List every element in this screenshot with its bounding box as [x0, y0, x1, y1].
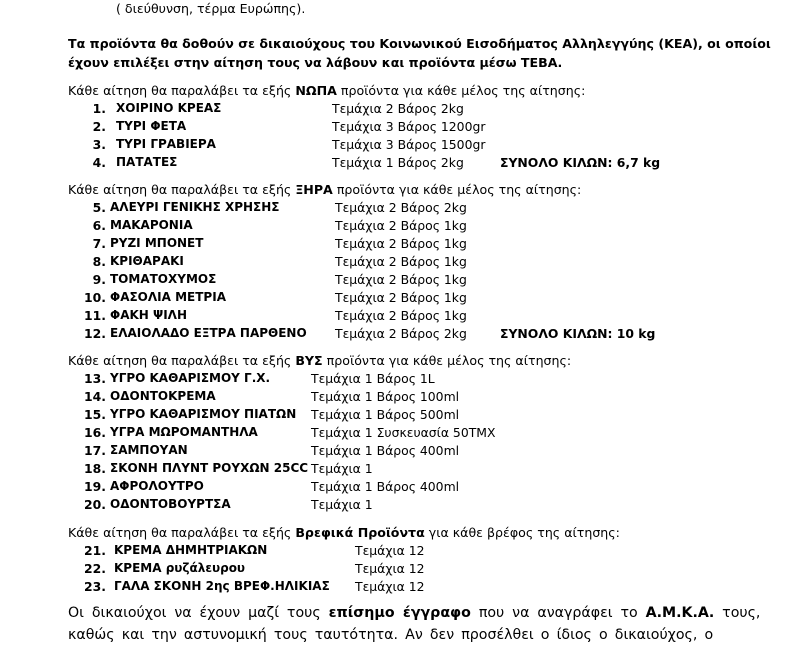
section-total: ΣΥΝΟΛΟ ΚΙΛΩΝ: 6,7 kg	[500, 155, 661, 170]
section-heading-suffix: προϊόντα για κάθε μέλος της αίτησης:	[332, 182, 582, 197]
section-total: ΣΥΝΟΛΟ ΚΙΛΩΝ: 10 kg	[500, 326, 656, 341]
item-number: 1.	[92, 101, 106, 116]
item-number: 17.	[84, 443, 106, 458]
closing-text-3: τους,	[714, 605, 761, 621]
closing-line-1	[68, 605, 760, 621]
item-name: ΕΛΑΙΟΛΑΔΟ ΕΞΤΡΑ ΠΑΡΘΕΝΟ	[110, 326, 307, 340]
item-quantity: Τεμάχια 1	[311, 497, 373, 512]
item-number: 16.	[84, 425, 106, 440]
item-name: ΠΑΤΑΤΕΣ	[116, 155, 178, 169]
item-quantity: Τεμάχια 1 Βάρος 1L	[311, 371, 435, 386]
item-quantity: Τεμάχια 2 Βάρος 2kg	[332, 101, 464, 116]
item-quantity: Τεμάχια 2 Βάρος 1kg	[335, 254, 467, 269]
item-quantity: Τεμάχια 3 Βάρος 1200gr	[332, 119, 486, 134]
item-quantity: Τεμάχια 1	[311, 461, 373, 476]
item-quantity: Τεμάχια 12	[355, 561, 425, 576]
section-heading-text: Κάθε αίτηση θα παραλάβει τα εξής	[68, 182, 296, 197]
item-quantity: Τεμάχια 1 Βάρος 100ml	[311, 389, 460, 404]
item-name: ΟΔΟΝΤΟΒΟΥΡΤΣΑ	[110, 497, 231, 511]
item-number: 2.	[92, 119, 106, 134]
item-name: ΦΑΚΗ ΨΙΛΗ	[110, 308, 187, 322]
item-number: 23.	[84, 579, 106, 594]
item-quantity: Τεμάχια 2 Βάρος 1kg	[335, 308, 467, 323]
item-quantity: Τεμάχια 3 Βάρος 1500gr	[332, 137, 486, 152]
item-name: ΟΔΟΝΤΟΚΡΕΜΑ	[110, 389, 216, 403]
item-number: 6.	[92, 218, 106, 233]
item-quantity: Τεμάχια 12	[355, 579, 425, 594]
section-heading	[68, 353, 571, 368]
item-name: ΥΓΡΟ ΚΑΘΑΡΙΣΜΟΥ ΠΙΑΤΩΝ	[110, 407, 297, 421]
item-name: ΣΚΟΝΗ ΠΛΥΝΤ ΡΟΥΧΩΝ 25CC	[110, 461, 309, 475]
item-name: ΓΑΛΑ ΣΚΟΝΗ 2ης ΒΡΕΦ.ΗΛΙΚΙΑΣ	[114, 579, 330, 593]
item-name: ΤΟΜΑΤΟΧΥΜΟΣ	[110, 272, 217, 286]
official-document-emphasis: επίσημο έγγραφο	[328, 605, 471, 621]
section-heading-suffix: για κάθε βρέφος της αίτησης:	[424, 525, 620, 540]
item-name: ΜΑΚΑΡΟΝΙΑ	[110, 218, 193, 232]
item-number: 13.	[84, 371, 106, 386]
item-number: 8.	[92, 254, 106, 269]
section-category: ΝΩΠΑ	[295, 83, 337, 98]
intro-line-1: Τα προϊόντα θα δοθούν σε δικαιούχους του Κοινωνικού Εισοδήματος Αλληλεγγύης (ΚΕΑ), οι οποίοι	[68, 36, 771, 51]
item-number: 4.	[92, 155, 106, 170]
item-quantity: Τεμάχια 1 Βάρος 500ml	[311, 407, 460, 422]
closing-text-2: που να αναγράφει το	[470, 605, 646, 621]
section-heading-suffix: προϊόντα για κάθε μέλος της αίτησης:	[322, 353, 572, 368]
item-number: 3.	[92, 137, 106, 152]
item-quantity: Τεμάχια 2 Βάρος 1kg	[335, 236, 467, 251]
item-name: ΤΥΡΙ ΦΕΤΑ	[116, 119, 187, 133]
item-quantity: Τεμάχια 1 Συσκευασία 50ΤΜΧ	[311, 425, 496, 440]
item-name: ΑΛΕΥΡΙ ΓΕΝΙΚΗΣ ΧΡΗΣΗΣ	[110, 200, 280, 214]
item-number: 15.	[84, 407, 106, 422]
item-quantity: Τεμάχια 2 Βάρος 1kg	[335, 272, 467, 287]
section-category: Βρεφικά Προϊόντα	[295, 525, 425, 540]
item-name: ΚΡΕΜΑ ΔΗΜΗΤΡΙΑΚΩΝ	[114, 543, 268, 557]
item-quantity: Τεμάχια 2 Βάρος 1kg	[335, 290, 467, 305]
item-name: ΑΦΡΟΛΟΥΤΡΟ	[110, 479, 204, 493]
item-number: 19.	[84, 479, 106, 494]
item-name: ΚΡΙΘΑΡΑΚΙ	[110, 254, 184, 268]
section-heading	[68, 83, 585, 98]
item-name: ΚΡΕΜΑ ρυζάλευρου	[114, 561, 246, 575]
item-quantity: Τεμάχια 2 Βάρος 2kg	[335, 326, 467, 341]
item-name: ΧΟΙΡΙΝΟ ΚΡΕΑΣ	[116, 101, 222, 115]
item-name: ΤΥΡΙ ΓΡΑΒΙΕΡΑ	[116, 137, 216, 151]
address-note: ( διεύθυνση, τέρμα Ευρώπης).	[116, 1, 306, 16]
item-number: 7.	[92, 236, 106, 251]
item-number: 12.	[84, 326, 106, 341]
section-heading	[68, 525, 620, 540]
item-name: ΣΑΜΠΟΥΑΝ	[110, 443, 188, 457]
item-number: 11.	[84, 308, 106, 323]
item-name: ΥΓΡΟ ΚΑΘΑΡΙΣΜΟΥ Γ.Χ.	[110, 371, 271, 385]
section-category: ΒΥΣ	[295, 353, 323, 368]
item-quantity: Τεμάχια 1 Βάρος 400ml	[311, 443, 460, 458]
item-name: ΥΓΡΑ ΜΩΡΟΜΑΝΤΗΛΑ	[110, 425, 258, 439]
section-heading	[68, 182, 581, 197]
section-category: ΞΗΡΑ	[295, 182, 333, 197]
item-number: 22.	[84, 561, 106, 576]
item-quantity: Τεμάχια 12	[355, 543, 425, 558]
closing-text-1: Οι δικαιούχοι να έχουν μαζί τους	[68, 605, 329, 621]
amka-emphasis: Α.Μ.Κ.Α.	[645, 605, 715, 621]
item-number: 10.	[84, 290, 106, 305]
closing-line-2: καθώς και την αστυνομική τους ταυτότητα. Αν δεν προσέλθει ο ίδιος ο δικαιούχος, ο	[68, 627, 714, 643]
item-name: ΦΑΣΟΛΙΑ ΜΕΤΡΙΑ	[110, 290, 226, 304]
item-number: 9.	[92, 272, 106, 287]
section-heading-text: Κάθε αίτηση θα παραλάβει τα εξής	[68, 353, 296, 368]
item-number: 5.	[92, 200, 106, 215]
section-heading-text: Κάθε αίτηση θα παραλάβει τα εξής	[68, 525, 296, 540]
item-number: 21.	[84, 543, 106, 558]
item-quantity: Τεμάχια 2 Βάρος 2kg	[335, 200, 467, 215]
item-number: 14.	[84, 389, 106, 404]
section-heading-text: Κάθε αίτηση θα παραλάβει τα εξής	[68, 83, 296, 98]
item-quantity: Τεμάχια 1 Βάρος 400ml	[311, 479, 460, 494]
item-quantity: Τεμάχια 1 Βάρος 2kg	[332, 155, 464, 170]
section-heading-suffix: προϊόντα για κάθε μέλος της αίτησης:	[336, 83, 586, 98]
item-number: 18.	[84, 461, 106, 476]
item-number: 20.	[84, 497, 106, 512]
item-quantity: Τεμάχια 2 Βάρος 1kg	[335, 218, 467, 233]
item-name: ΡΥΖΙ ΜΠΟΝΕΤ	[110, 236, 204, 250]
intro-line-2: έχουν επιλέξει στην αίτηση τους να λάβουν και προϊόντα μέσω ΤΕΒΑ.	[68, 55, 563, 70]
